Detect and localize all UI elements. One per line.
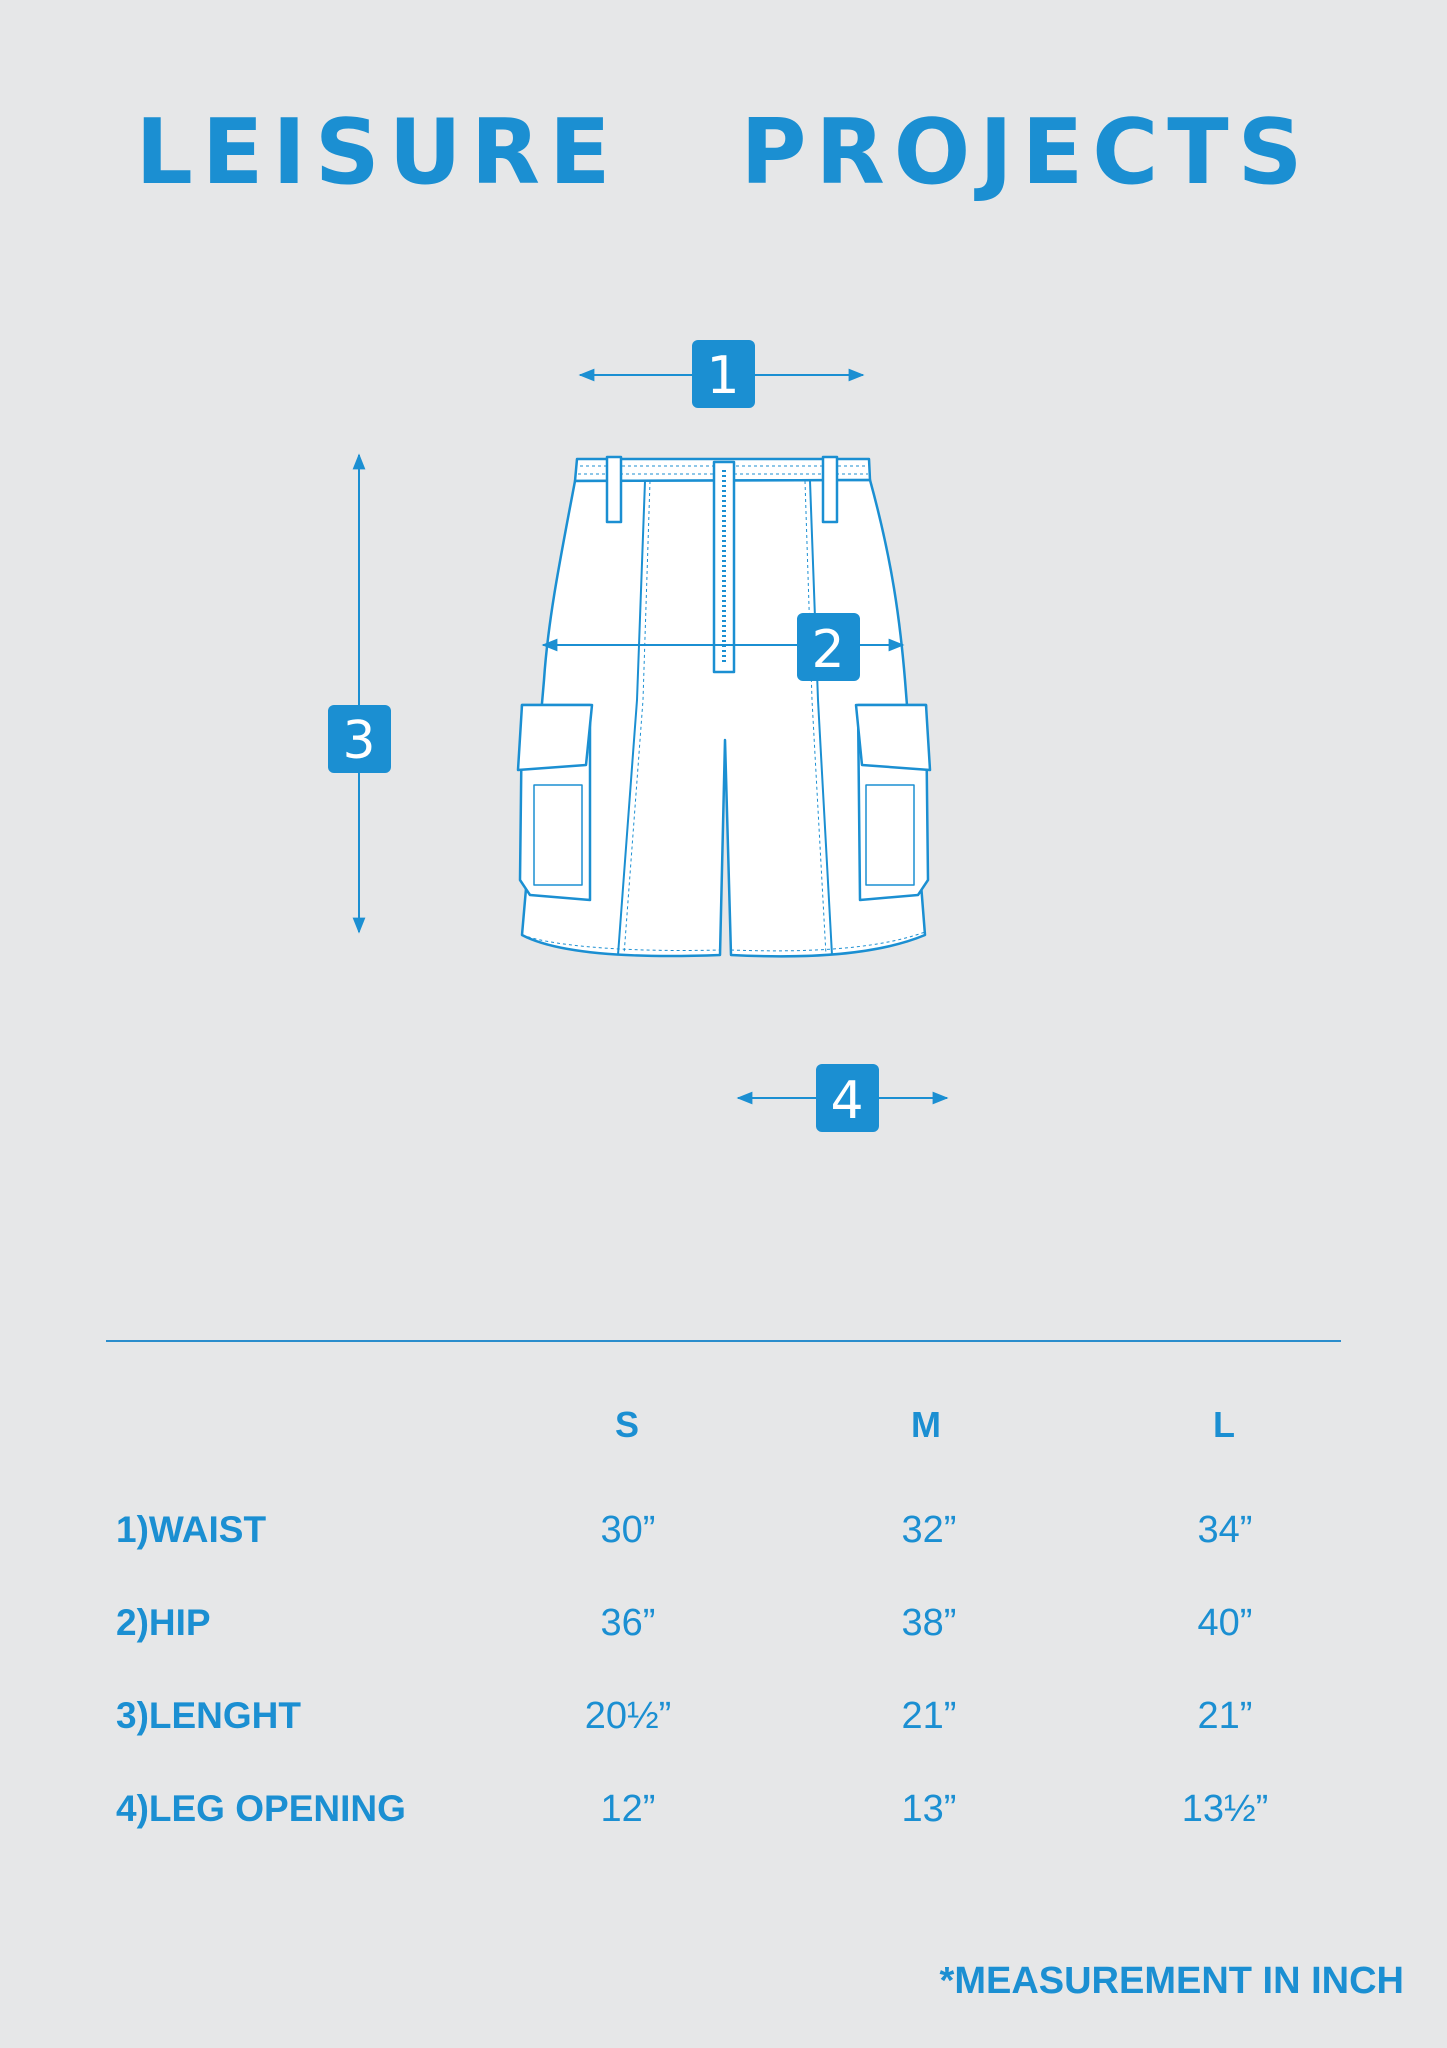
size-header-l: L <box>1213 1404 1235 1445</box>
marker-3-label: 3 <box>342 711 376 771</box>
table-row <box>0 1500 1447 1560</box>
table-row <box>0 1686 1447 1746</box>
marker-1-badge <box>692 340 755 408</box>
row-value: 21” <box>901 1695 957 1737</box>
size-header-row <box>0 1395 1447 1455</box>
size-header-m: M <box>911 1404 941 1445</box>
marker-2-badge <box>797 613 860 681</box>
marker-4-badge <box>816 1064 879 1132</box>
row-value: 34” <box>1197 1509 1253 1551</box>
measurement-note: *MEASUREMENT IN INCH <box>939 1960 1404 2002</box>
row-label: 4)LEG OPENING <box>116 1788 406 1829</box>
brand-title: LEISURE PROJECTS <box>135 100 1312 205</box>
marker-1-label: 1 <box>706 346 740 406</box>
marker-3-badge <box>328 705 391 773</box>
row-value: 12” <box>600 1788 656 1830</box>
table-row <box>0 1779 1447 1839</box>
row-value: 21” <box>1197 1695 1253 1737</box>
row-value: 20½” <box>584 1695 672 1737</box>
table-row <box>0 1593 1447 1653</box>
row-label: 2)HIP <box>116 1602 211 1643</box>
row-value: 30” <box>600 1509 656 1551</box>
marker-2-label: 2 <box>811 620 845 680</box>
table-divider <box>106 1340 1341 1342</box>
measurement-diagram <box>0 300 1447 1180</box>
row-label: 1)WAIST <box>116 1509 267 1550</box>
row-label: 3)LENGHT <box>116 1695 301 1736</box>
size-header-s: S <box>614 1404 639 1445</box>
row-value: 13” <box>901 1788 957 1830</box>
row-value: 32” <box>901 1509 957 1551</box>
row-value: 13½” <box>1181 1788 1269 1830</box>
marker-4-label: 4 <box>830 1071 864 1131</box>
shorts-illustration <box>518 457 930 956</box>
row-value: 40” <box>1197 1602 1253 1644</box>
row-value: 36” <box>600 1602 656 1644</box>
row-value: 38” <box>901 1602 957 1644</box>
